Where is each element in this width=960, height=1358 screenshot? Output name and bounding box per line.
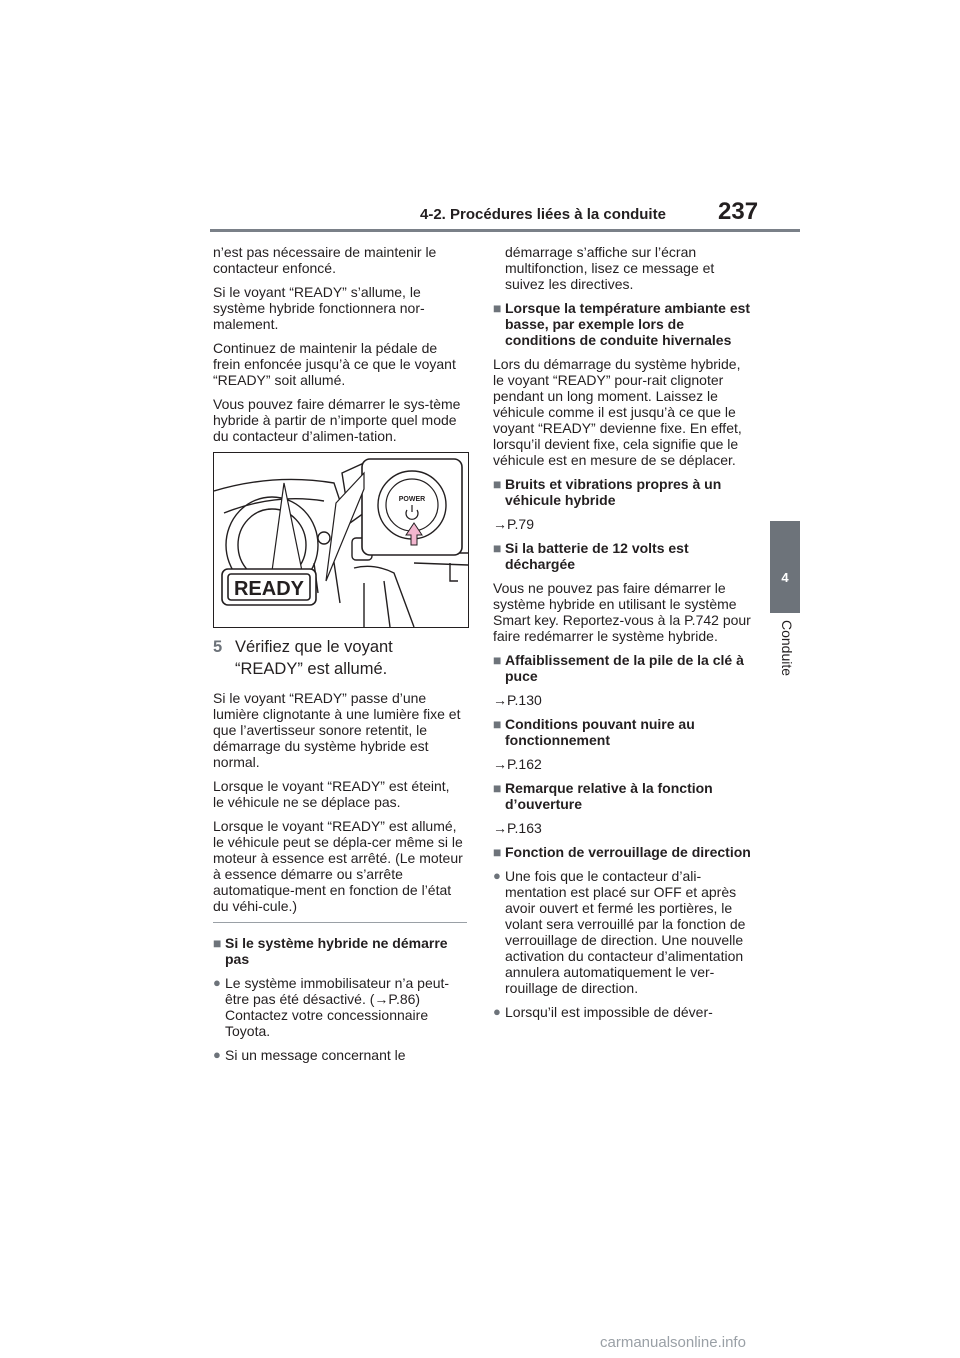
bullet-text: Une fois que le contacteur d’ali-mentation est placé sur OFF et après avoir ouvert et fermé les portières, le volant sera verrouillé par la fonction de verrouillage de direction. Une nouvelle activation du contacteur d’alimentation annulera automatiquement le ver-rouillage de direction. <box>505 868 746 996</box>
right-column <box>493 244 753 1028</box>
page-reference: →P.79 <box>493 516 534 532</box>
step-number: 5 <box>213 638 223 656</box>
bullet-item <box>213 975 463 1039</box>
page-reference: →P.130 <box>493 692 542 708</box>
bullet-item <box>493 1004 753 1020</box>
ready-label: READY <box>233 578 305 600</box>
paragraph: Continuez de maintenir la pédale de frein enfoncée jusqu’à ce que le voyant “READY” soit allumé. <box>213 340 456 388</box>
section-heading <box>493 716 753 748</box>
bullet-item <box>213 1047 463 1063</box>
paragraph: Lors du démarrage du système hybride, le voyant “READY” pour-rait clignoter pendant un long moment. Laissez le véhicule comme il est jusqu’à ce que le voyant “READY” devienne fixe. En effet, lorsqu’il devient fixe, cela signifie que le véhicule est en mesure de se déplacer. <box>493 356 742 468</box>
section-title: 4-2. Procédures liées à la conduite <box>420 206 666 223</box>
step-text: Vérifiez que le voyant “READY” est allumé. <box>235 638 393 678</box>
page-reference: →P.162 <box>493 756 542 772</box>
circle-bullet-icon: ● <box>493 868 501 883</box>
section-heading <box>493 476 753 508</box>
square-bullet-icon: ■ <box>213 935 222 951</box>
bullet-text: Lorsqu’il est impossible de déver- <box>505 1004 713 1020</box>
circle-bullet-icon: ● <box>493 1004 501 1019</box>
chapter-label-wrap <box>771 620 801 710</box>
heading-text: Affaiblissement de la pile de la clé à puce <box>505 652 744 684</box>
watermark: carmanualsonline.info <box>600 1334 746 1351</box>
section-heading <box>493 652 753 684</box>
paragraph: Vous pouvez faire démarrer le sys-tème hybride à partir de n’importe quel mode du contacteur d’alimen-tation. <box>213 396 461 444</box>
square-bullet-icon: ■ <box>493 300 502 316</box>
square-bullet-icon: ■ <box>493 844 502 860</box>
circle-bullet-icon: ● <box>213 975 221 990</box>
left-column <box>213 244 463 1071</box>
square-bullet-icon: ■ <box>493 652 502 668</box>
paragraph: Si le voyant “READY” s’allume, le système hybride fonctionnera nor-malement. <box>213 284 425 332</box>
paragraph: démarrage s’affiche sur l’écran multifonction, lisez ce message et suivez les directives. <box>505 244 715 292</box>
bullet-text: Si un message concernant le <box>225 1047 406 1063</box>
heading-text: Fonction de verrouillage de direction <box>505 844 751 860</box>
heading-text: Remarque relative à la fonction d’ouverture <box>505 780 713 812</box>
page-number: 237 <box>718 198 759 225</box>
page-reference: →P.163 <box>493 820 542 836</box>
chapter-number: 4 <box>781 570 789 585</box>
section-heading <box>493 300 753 348</box>
square-bullet-icon: ■ <box>493 780 502 796</box>
paragraph: n’est pas nécessaire de maintenir le contacteur enfoncé. <box>213 244 437 276</box>
step-5 <box>213 636 463 680</box>
section-heading <box>493 540 753 572</box>
heading-text: Lorsque la température ambiante est basse, par exemple lors de conditions de conduite hivernales <box>505 300 751 348</box>
paragraph: Lorsque le voyant “READY” est allumé, le véhicule peut se dépla-cer même si le moteur à essence est arrêté. (Le moteur à essence démarre ou s’arrête automatique-ment en fonction de l’état du véhi-cule.) <box>213 818 463 914</box>
paragraph: Lorsque le voyant “READY” est éteint, le véhicule ne se déplace pas. <box>213 778 450 810</box>
power-label: POWER <box>398 496 426 503</box>
dashboard-illustration <box>213 452 469 628</box>
chapter-label: Conduite <box>779 620 795 677</box>
bullet-line: Le système immobilisateur n’a peut-être pas été désactivé. (→P.86) <box>225 975 450 1007</box>
square-bullet-icon: ■ <box>493 540 502 556</box>
paragraph: Vous ne pouvez pas faire démarrer le système hybride en utilisant le système Smart key. Reportez-vous à la P.742 pour faire redémarrer le système hybride. <box>493 580 751 644</box>
header-rule <box>210 229 800 232</box>
section-heading <box>213 935 463 967</box>
square-bullet-icon: ■ <box>493 476 502 492</box>
dashboard-drawing <box>214 453 468 627</box>
section-divider <box>213 922 467 923</box>
bullet-text <box>225 975 463 1039</box>
section-heading <box>493 844 753 860</box>
bullet-line: Contactez votre concessionnaire Toyota. <box>225 1007 429 1039</box>
circle-bullet-icon: ● <box>213 1047 221 1062</box>
heading-text: Bruits et vibrations propres à un véhicule hybride <box>505 476 722 508</box>
heading-text: Si le système hybride ne démarre pas <box>225 935 448 967</box>
heading-text: Conditions pouvant nuire au fonctionnement <box>505 716 695 748</box>
heading-text: Si la batterie de 12 volts est déchargée <box>505 540 689 572</box>
paragraph: Si le voyant “READY” passe d’une lumière clignotante à une lumière fixe et que l’avertisseur sonore retentit, le démarrage du système hybride est normal. <box>213 690 461 770</box>
section-heading <box>493 780 753 812</box>
square-bullet-icon: ■ <box>493 716 502 732</box>
bullet-item <box>493 868 753 996</box>
chapter-tab <box>770 521 800 613</box>
